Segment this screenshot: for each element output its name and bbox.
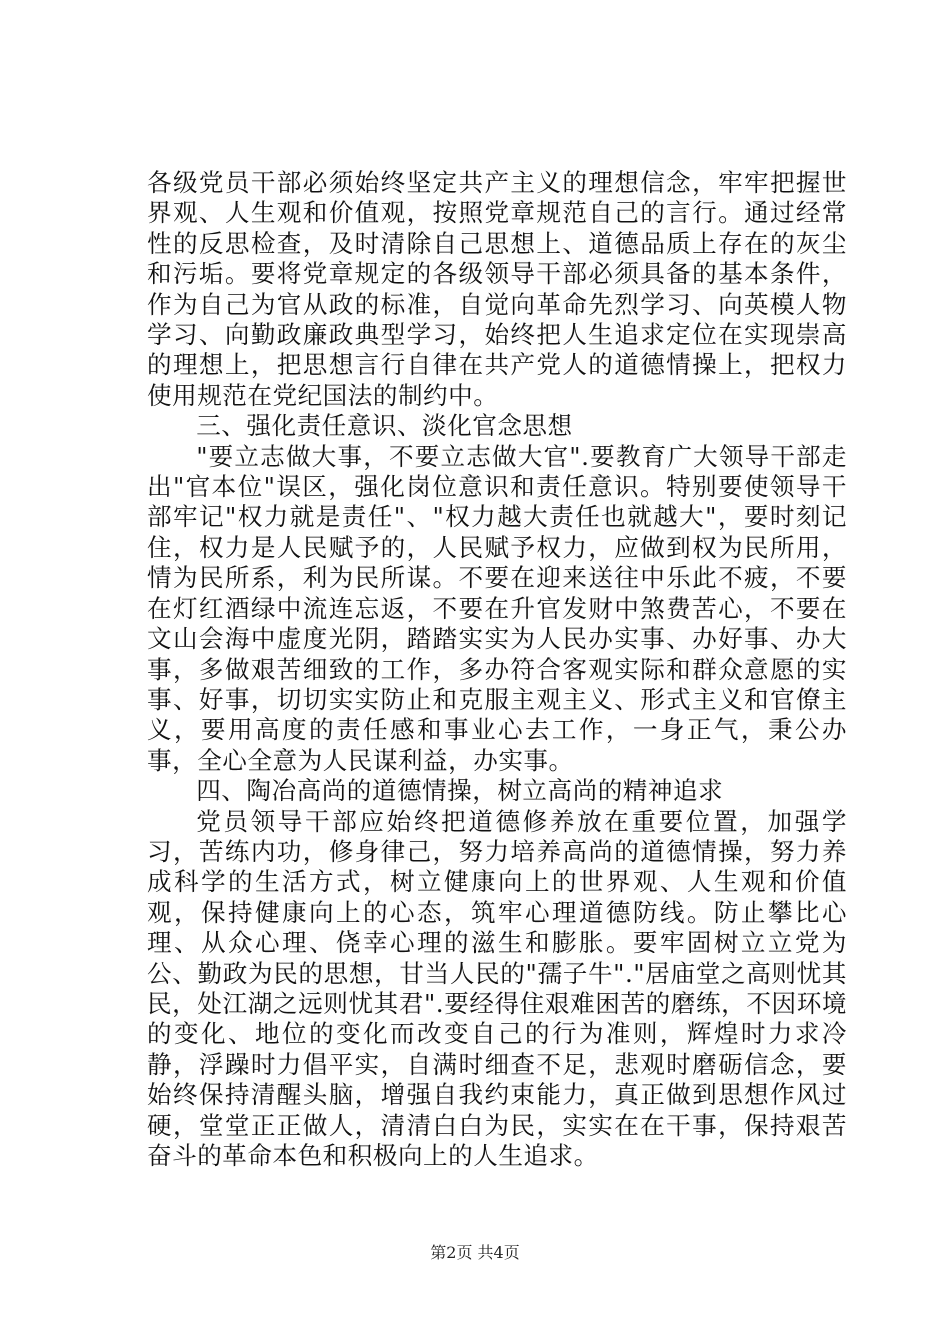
section-heading: 三、强化责任意识、淡化官念思想	[196, 411, 573, 441]
section-heading: 四、陶冶高尚的道德情操，树立高尚的精神追求	[196, 776, 724, 806]
body-paragraph: "要立志做大事，不要立志做大官".要教育广大领导干部走出"官本位"误区，强化岗位意识和责任意识。特别要使领导干部牢记"权力就是责任"、"权力越大责任也就越大"，要时刻记住，权力是人民赋予的，人民赋予权力，应做到权为民所用，情为民所系，利为民所谋。不要在迎来送往中乐此不疲，不要在灯红酒绿中流连忘返，不要在升官发财中煞费苦心，不要在文山会海中虚度光阴，踏踏实实为人民办实事、办好事、办大事，多做艰苦细致的工作，多办符合客观实际和群众意愿的实事、好事，切切实实防止和克服主观主义、形式主义和官僚主义，要用高度的责任感和事业心去工作，一身正气，秉公办事，全心全意为人民谋利益，办实事。	[147, 441, 847, 775]
page-number-footer: 第2页 共4页	[430, 1243, 520, 1262]
body-paragraph: 各级党员干部必须始终坚定共产主义的理想信念，牢牢把握世界观、人生观和价值观，按照党章规范自己的言行。通过经常性的反思检查，及时清除自己思想上、道德品质上存在的灰尘和污垢。要将党章规定的各级领导干部必须具备的基本条件，作为自己为官从政的标准，自觉向革命先烈学习、向英模人物学习、向勤政廉政典型学习，始终把人生追求定位在实现崇高的理想上，把思想言行自律在共产党人的道德情操上，把权力使用规范在党纪国法的制约中。	[147, 168, 847, 410]
document-body	[147, 168, 847, 1171]
body-paragraph: 党员领导干部应始终把道德修养放在重要位置，加强学习，苦练内功，修身律己，努力培养高尚的道德情操，努力养成科学的生活方式，树立健康向上的世界观、人生观和价值观，保持健康向上的心态，筑牢心理道德防线。防止攀比心理、从众心理、侥幸心理的滋生和膨胀。要牢固树立立党为公、勤政为民的思想，甘当人民的"孺子牛"."居庙堂之高则忧其民，处江湖之远则忧其君".要经得住艰难困苦的磨练，不因环境的变化、地位的变化而改变自己的行为准则，辉煌时力求冷静，浮躁时力倡平实，自满时细查不足，悲观时磨砺信念，要始终保持清醒头脑，增强自我约束能力，真正做到思想作风过硬，堂堂正正做人，清清白白为民，实实在在干事，保持艰苦奋斗的革命本色和积极向上的人生追求。	[147, 806, 847, 1170]
